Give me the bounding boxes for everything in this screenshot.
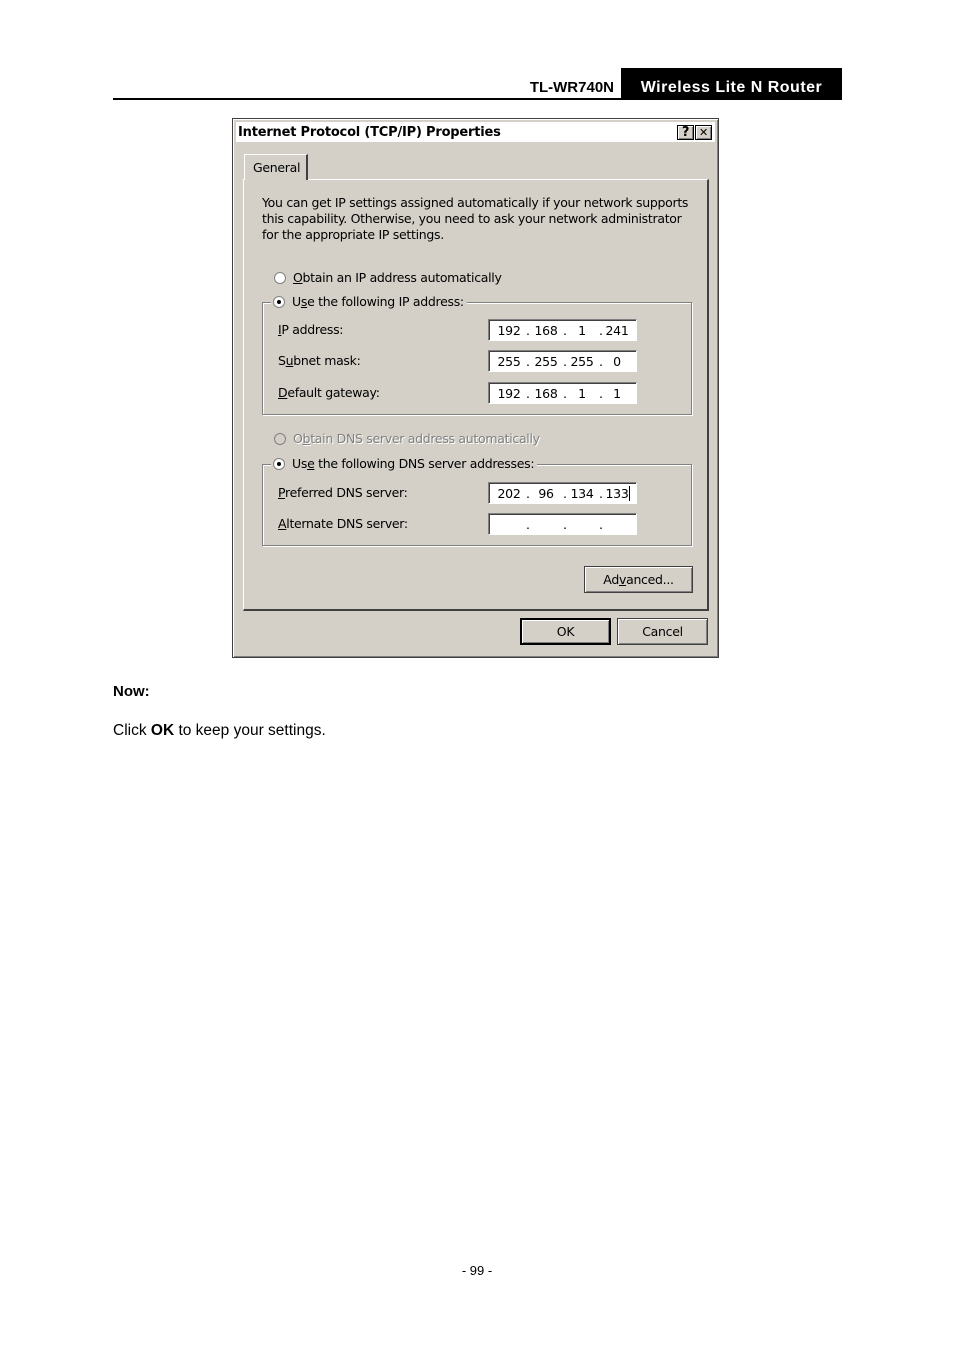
alternate-dns-label: Alternate DNS server: [278,516,408,531]
ip-address-input[interactable]: 192 . 168 . 1 . 241 [488,319,637,341]
radio-obtain-ip-auto-label: Obtain an IP address automatically [293,270,502,285]
text-cursor [629,486,630,501]
radio-use-following-dns[interactable] [271,456,537,471]
tab-general-label: General [253,160,301,175]
header-product: Wireless Lite N Router [621,68,842,99]
radio-use-following-ip-label: Use the following IP address: [292,294,464,309]
help-button[interactable]: ? [677,125,694,140]
alternate-dns-input[interactable]: . . . [488,513,637,535]
close-button[interactable] [695,125,712,140]
default-gateway-input[interactable]: 192 . 168 . 1 . 1 [488,382,637,404]
header-model: TL-WR740N [529,79,614,96]
tcpip-properties-dialog [232,118,719,658]
page-number: - 99 - [461,1263,493,1278]
preferred-dns-input[interactable]: 202 . 96 . 134 . 133 [488,482,637,504]
close-icon: ✕ [699,126,708,139]
radio-obtain-ip-auto[interactable] [274,270,502,285]
intro-text: You can get IP settings assigned automatically if your network supports this capability. Otherwise, you need to ask your network administrator for the appropriate IP settings. [262,195,689,242]
cancel-button[interactable]: Cancel [617,618,708,645]
default-gateway-label: Default gateway: [278,385,380,400]
subnet-mask-label: Subnet mask: [278,353,361,368]
dns-server-group [262,464,692,546]
instruction-text: Click OK to keep your settings. [113,722,326,739]
preferred-dns-label: Preferred DNS server: [278,485,408,500]
subnet-mask-input[interactable]: 255 . 255 . 255 . 0 [488,350,637,372]
ip-address-label: IP address: [278,322,344,337]
ok-button[interactable]: OK [520,618,611,645]
header-rule [113,98,842,100]
radio-use-following-ip[interactable] [271,294,467,309]
radio-obtain-ip-auto-button[interactable] [274,272,286,284]
dialog-titlebar[interactable] [236,122,715,142]
radio-obtain-dns-auto [274,431,540,446]
radio-obtain-dns-auto-button [274,433,286,445]
radio-use-following-dns-button[interactable] [273,458,285,470]
advanced-button[interactable]: Advanced... [584,566,693,593]
general-panel [243,179,709,611]
tab-general[interactable] [244,154,308,180]
now-heading: Now: [113,683,150,700]
dialog-title: Internet Protocol (TCP/IP) Properties [238,125,501,140]
radio-use-following-ip-button[interactable] [273,296,285,308]
radio-obtain-dns-auto-label: Obtain DNS server address automatically [293,431,540,446]
radio-use-following-dns-label: Use the following DNS server addresses: [292,456,535,471]
ip-address-group [262,302,692,415]
